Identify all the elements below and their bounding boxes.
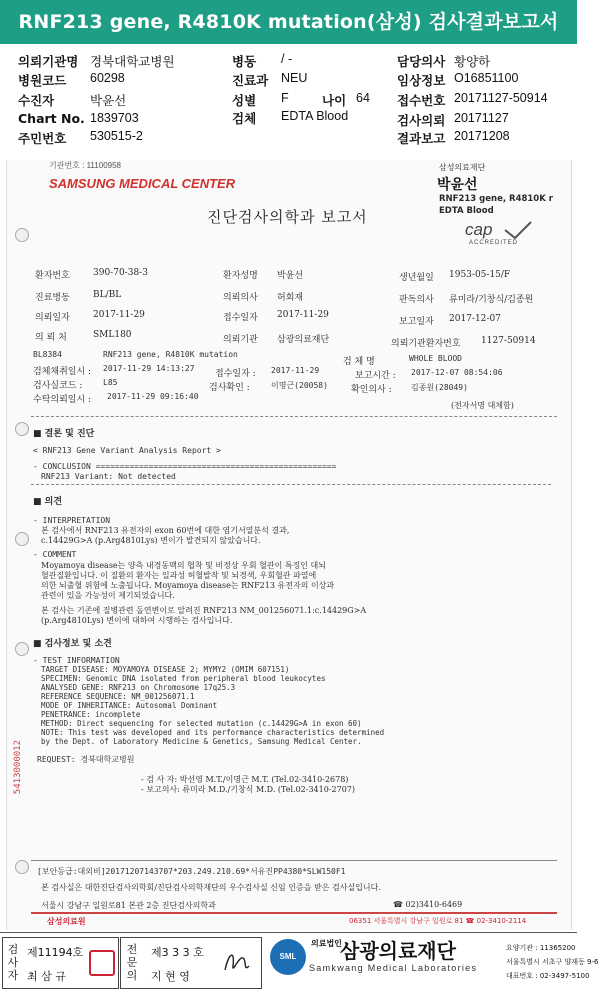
room-value: L85: [103, 378, 118, 387]
info-value: 390-70-38-3: [93, 268, 148, 278]
report-heading: < RNF213 Gene Variant Analysis Report >: [33, 446, 221, 455]
report-date-label: 결과보고: [397, 131, 446, 146]
tester-box-label: 검사자: [7, 943, 19, 982]
specialist-box-label: 전문의: [126, 943, 138, 982]
info-label: 판독의사: [399, 295, 434, 305]
tester-seal-icon: [89, 950, 115, 976]
confirm-label: 확인의사 :: [351, 385, 392, 395]
binder-hole: [15, 642, 29, 656]
collect-value: 2017-11-29 14:13:27: [103, 364, 195, 373]
binder-hole: [15, 532, 29, 546]
clinical-info-value: O16851100: [454, 71, 519, 85]
verify-label: 검사확인 :: [209, 383, 250, 393]
bottom-brand: 삼성의료원: [47, 917, 86, 926]
accept-label: 접수일자 :: [215, 369, 256, 379]
department-value: NEU: [281, 71, 308, 85]
comment-line: 본 검사는 기존에 질병관련 돌연변이로 알려진 RNF213 NM_001256071.1:c.14429G>A: [41, 606, 367, 615]
test-info-line: TARGET DISEASE: MOYAMOYA DISEASE 2; MYMY2 (OMIM 607151): [41, 665, 290, 674]
specimen-value: EDTA Blood: [281, 109, 349, 123]
interpretation-line: c.14429G>A (p.Arg4810Lys) 변이가 발견되지 않았습니다.: [41, 536, 261, 545]
patient-label: 수진자: [18, 93, 55, 108]
cap-check-icon: [465, 220, 535, 254]
age-label: 나이: [322, 93, 347, 108]
contact-line: 대표번호 : 02-3497-5100: [506, 972, 590, 980]
scanned-report: [6, 160, 572, 930]
info-label: 환자번호: [35, 271, 70, 281]
legal-entity-label: 의료법인: [311, 939, 342, 948]
specialist-name: 지 현 영: [151, 970, 190, 983]
report-date-value: 20171208: [454, 129, 510, 143]
resident-no-label: 주민번호: [18, 131, 67, 146]
info-value: 허회재: [277, 293, 304, 303]
info-value: 박윤선: [277, 271, 304, 281]
accession-no-value: 20171127-50914: [454, 91, 548, 105]
section-opinion: ■ 의견: [33, 497, 63, 507]
info-label: 생년월일: [399, 273, 434, 283]
contact-line: 서울특별시 서초구 양재동 9-6: [506, 958, 599, 966]
esign-note: (전자서명 대체함): [451, 401, 514, 410]
cap-logo-subtext: ACCREDITED: [469, 240, 519, 246]
hospital-code-value: 60298: [90, 71, 125, 85]
test-info-line: by the Dept. of Laboratory Medicine & Genetics, Samsung Medical Center.: [41, 737, 362, 746]
sml-logo: SML: [270, 939, 306, 975]
side-code-text: 5413000012: [13, 740, 23, 795]
room-label: 검사실코드 :: [33, 381, 83, 391]
divider: [31, 860, 557, 861]
interpretation-heading: - INTERPRETATION: [33, 516, 111, 525]
info-value: 1953-05-15/F: [449, 270, 511, 280]
sex-label: 성별: [232, 93, 257, 108]
side-barcode-number: [13, 740, 25, 870]
institution-number: 기관번호 : 11100958: [49, 161, 121, 170]
chart-no-value: 1839703: [90, 111, 139, 125]
info-value: BL/BL: [93, 290, 122, 300]
request-date-label: 검사의뢰: [397, 113, 446, 128]
tester-license: 제11194호: [27, 946, 84, 959]
info-value: 2017-11-29: [93, 310, 145, 320]
info-label: 의뢰의사: [223, 293, 258, 303]
ward-label: 병동: [232, 54, 257, 69]
test-info-line: MODE OF INHERITANCE: Autosomal Dominant: [41, 701, 218, 710]
doctor-label: 담당의사: [397, 54, 446, 69]
info-label: 환자성명: [223, 271, 258, 281]
comment-line: 혈관질환입니다. 이 질환의 환자는 일과성 허혈발작 및 뇌경색, 우회혈관 파열에: [41, 571, 317, 580]
accept-value: 2017-11-29: [271, 366, 320, 375]
test-info-line: NOTE: This test was developed and its performance characteristics determined: [41, 728, 385, 737]
organization-name: 삼광의료재단: [340, 939, 456, 963]
accession-no-label: 접수번호: [397, 93, 446, 108]
specialist-box: [120, 937, 262, 989]
binder-hole: [15, 422, 29, 436]
specimen-name-label: 검 체 명: [343, 357, 375, 367]
info-label: 진료병동: [35, 293, 70, 303]
info-label: 접수일자: [223, 313, 258, 323]
report-time-label: 보고시간 :: [355, 371, 396, 381]
patient-value: 박윤선: [90, 94, 127, 108]
info-label: 의뢰기관: [223, 335, 258, 345]
scan-patient-name: 박윤선: [437, 177, 478, 193]
report-footer: [0, 932, 599, 993]
comment-line: 의한 뇌출혈 위험에 노출됩니다. Moyamoya disease는 RNF213 유전자의 이상과: [41, 581, 335, 590]
request-date-value: 20171127: [454, 111, 509, 125]
report-time-value: 2017-12-07 08:54:06: [411, 368, 503, 377]
section-conclusion: ■ 결론 및 진단: [33, 429, 95, 439]
confirm-value: 김종원(28049): [411, 383, 468, 392]
scan-test-name: RNF213 gene, R4810K r: [439, 194, 553, 204]
phone-line: ☎ 02)3410-6469: [393, 900, 463, 909]
info-value: 삼광의료재단: [277, 335, 330, 345]
info-value: 류미라/기창식/김종원: [449, 295, 534, 305]
tester-box: [2, 937, 119, 989]
test-code: BL8384: [33, 350, 62, 359]
red-divider: [31, 912, 557, 914]
tester-line: - 검 사 자: 박선영 M.T./이명근 M.T. (Tel.02-3410-2678): [141, 775, 349, 784]
samsung-logo: SAMSUNG MEDICAL CENTER: [49, 176, 236, 191]
verify-value: 이명근(20058): [271, 381, 328, 390]
comment-line: (p.Arg4810Lys) 변이에 대하여 시행하는 검사입니다.: [41, 616, 233, 625]
ward-value: / -: [281, 52, 293, 66]
specimen-name-value: WHOLE BLOOD: [409, 354, 462, 363]
collect-label: 검체채취일시 :: [33, 367, 92, 377]
conclusion-body: RNF213 Variant: Not detected: [41, 472, 176, 481]
section-test-info: ■ 검사정보 및 소견: [33, 639, 112, 649]
info-label: 의 뢰 처: [35, 333, 67, 343]
test-info-heading: - TEST INFORMATION: [33, 656, 120, 665]
comment-line: Moyamoya disease는 양측 내경동맥의 협착 및 비정상 우회 혈관이 특징인 대뇌: [41, 561, 327, 570]
test-title: RNF213 gene, R4810K mutation: [103, 350, 238, 359]
bottom-address: 06351 서울특별시 강남구 일원로 81 ☎ 02-3410-2114: [349, 917, 527, 925]
reporter-line: - 보고의사: 류미라 M.D./기창식 M.D. (Tel.02-3410-2707): [141, 785, 355, 794]
cap-accreditation-logo: [465, 220, 535, 254]
request-line: REQUEST: 경북대학교병원: [37, 755, 135, 764]
hospital-name-value: 경북대학교병원: [90, 55, 175, 69]
divider: [31, 484, 551, 485]
contact-line: 요양기관 : 11365200: [506, 944, 576, 952]
hospital-code-label: 병원코드: [18, 73, 67, 88]
info-value: 2017-12-07: [449, 314, 501, 324]
doctor-value: 황양하: [454, 55, 491, 69]
info-label: 보고일자: [399, 317, 434, 327]
accreditation-line: 본 검사실은 대한진단검사의학회/진단검사의학재단의 우수검사실 신임 인증을 받은 검사실입니다.: [41, 883, 381, 892]
sample-time-label: 수탁의뢰일시 :: [33, 395, 92, 405]
info-label: 의뢰일자: [35, 313, 70, 323]
comment-heading: - COMMENT: [33, 550, 77, 559]
signature-icon: [221, 948, 251, 978]
info-value: SML180: [93, 330, 132, 340]
cap-logo-text: cap: [465, 220, 493, 239]
sample-time-value: 2017-11-29 09:16:40: [107, 392, 199, 401]
clinical-info-label: 임상정보: [397, 73, 446, 88]
info-label: 의뢰기관환자번호: [391, 339, 461, 349]
conclusion-heading: - CONCLUSION ==================================================: [33, 462, 337, 471]
test-info-line: PENETRANCE: incomplete: [41, 710, 141, 719]
sex-value: F: [281, 91, 289, 105]
resident-no-value: 530515-2: [90, 129, 143, 143]
age-value: 64: [356, 91, 370, 105]
hospital-name-label: 의뢰기관명: [18, 54, 79, 69]
test-info-line: SPECIMEN: Genomic DNA isolated from peripheral blood leukocytes: [41, 674, 326, 683]
address-line: 서울시 강남구 일원로81 본관 2층 진단검사의학과: [41, 901, 216, 910]
security-line: [보안등급:대외비]20171207143707*203.249.210.69*서유진PP4380*SLW150F1: [37, 867, 346, 876]
divider: [31, 416, 557, 417]
test-info-line: REFERENCE SEQUENCE: NM_001256071.1: [41, 692, 195, 701]
comment-line: 관련이 있을 가능성이 제기되었습니다.: [41, 591, 175, 600]
binder-hole: [15, 228, 29, 242]
department-label: 진료과: [232, 73, 269, 88]
test-info-line: METHOD: Direct sequencing for selected mutation (c.14429G>A in exon 60): [41, 719, 362, 728]
organization-english: Samkwang Medical Laboratories: [309, 963, 478, 973]
tester-name: 최 삼 규: [27, 970, 66, 983]
patient-header: [0, 48, 577, 148]
specimen-label: 검체: [232, 111, 257, 126]
samsung-foundation-label: 삼성의료재단: [439, 163, 486, 172]
chart-no-label: Chart No.: [18, 111, 85, 126]
report-title-banner: RNF213 gene, R4810K mutation(삼성) 검사결과보고서: [0, 0, 577, 44]
test-info-line: ANALYSED GENE: RNF213 on Chromosome 17q25.3: [41, 683, 236, 692]
info-value: 2017-11-29: [277, 310, 329, 320]
scan-specimen: EDTA Blood: [439, 206, 494, 216]
interpretation-line: 본 검사에서 RNF213 유전자의 exon 60번에 대한 염기서열분석 결과,: [41, 526, 290, 535]
info-value: 1127-50914: [481, 336, 536, 346]
scan-document-title: 진단검사의학과 보고서: [207, 208, 368, 226]
specialist-license: 제3 3 3 호: [151, 946, 204, 959]
